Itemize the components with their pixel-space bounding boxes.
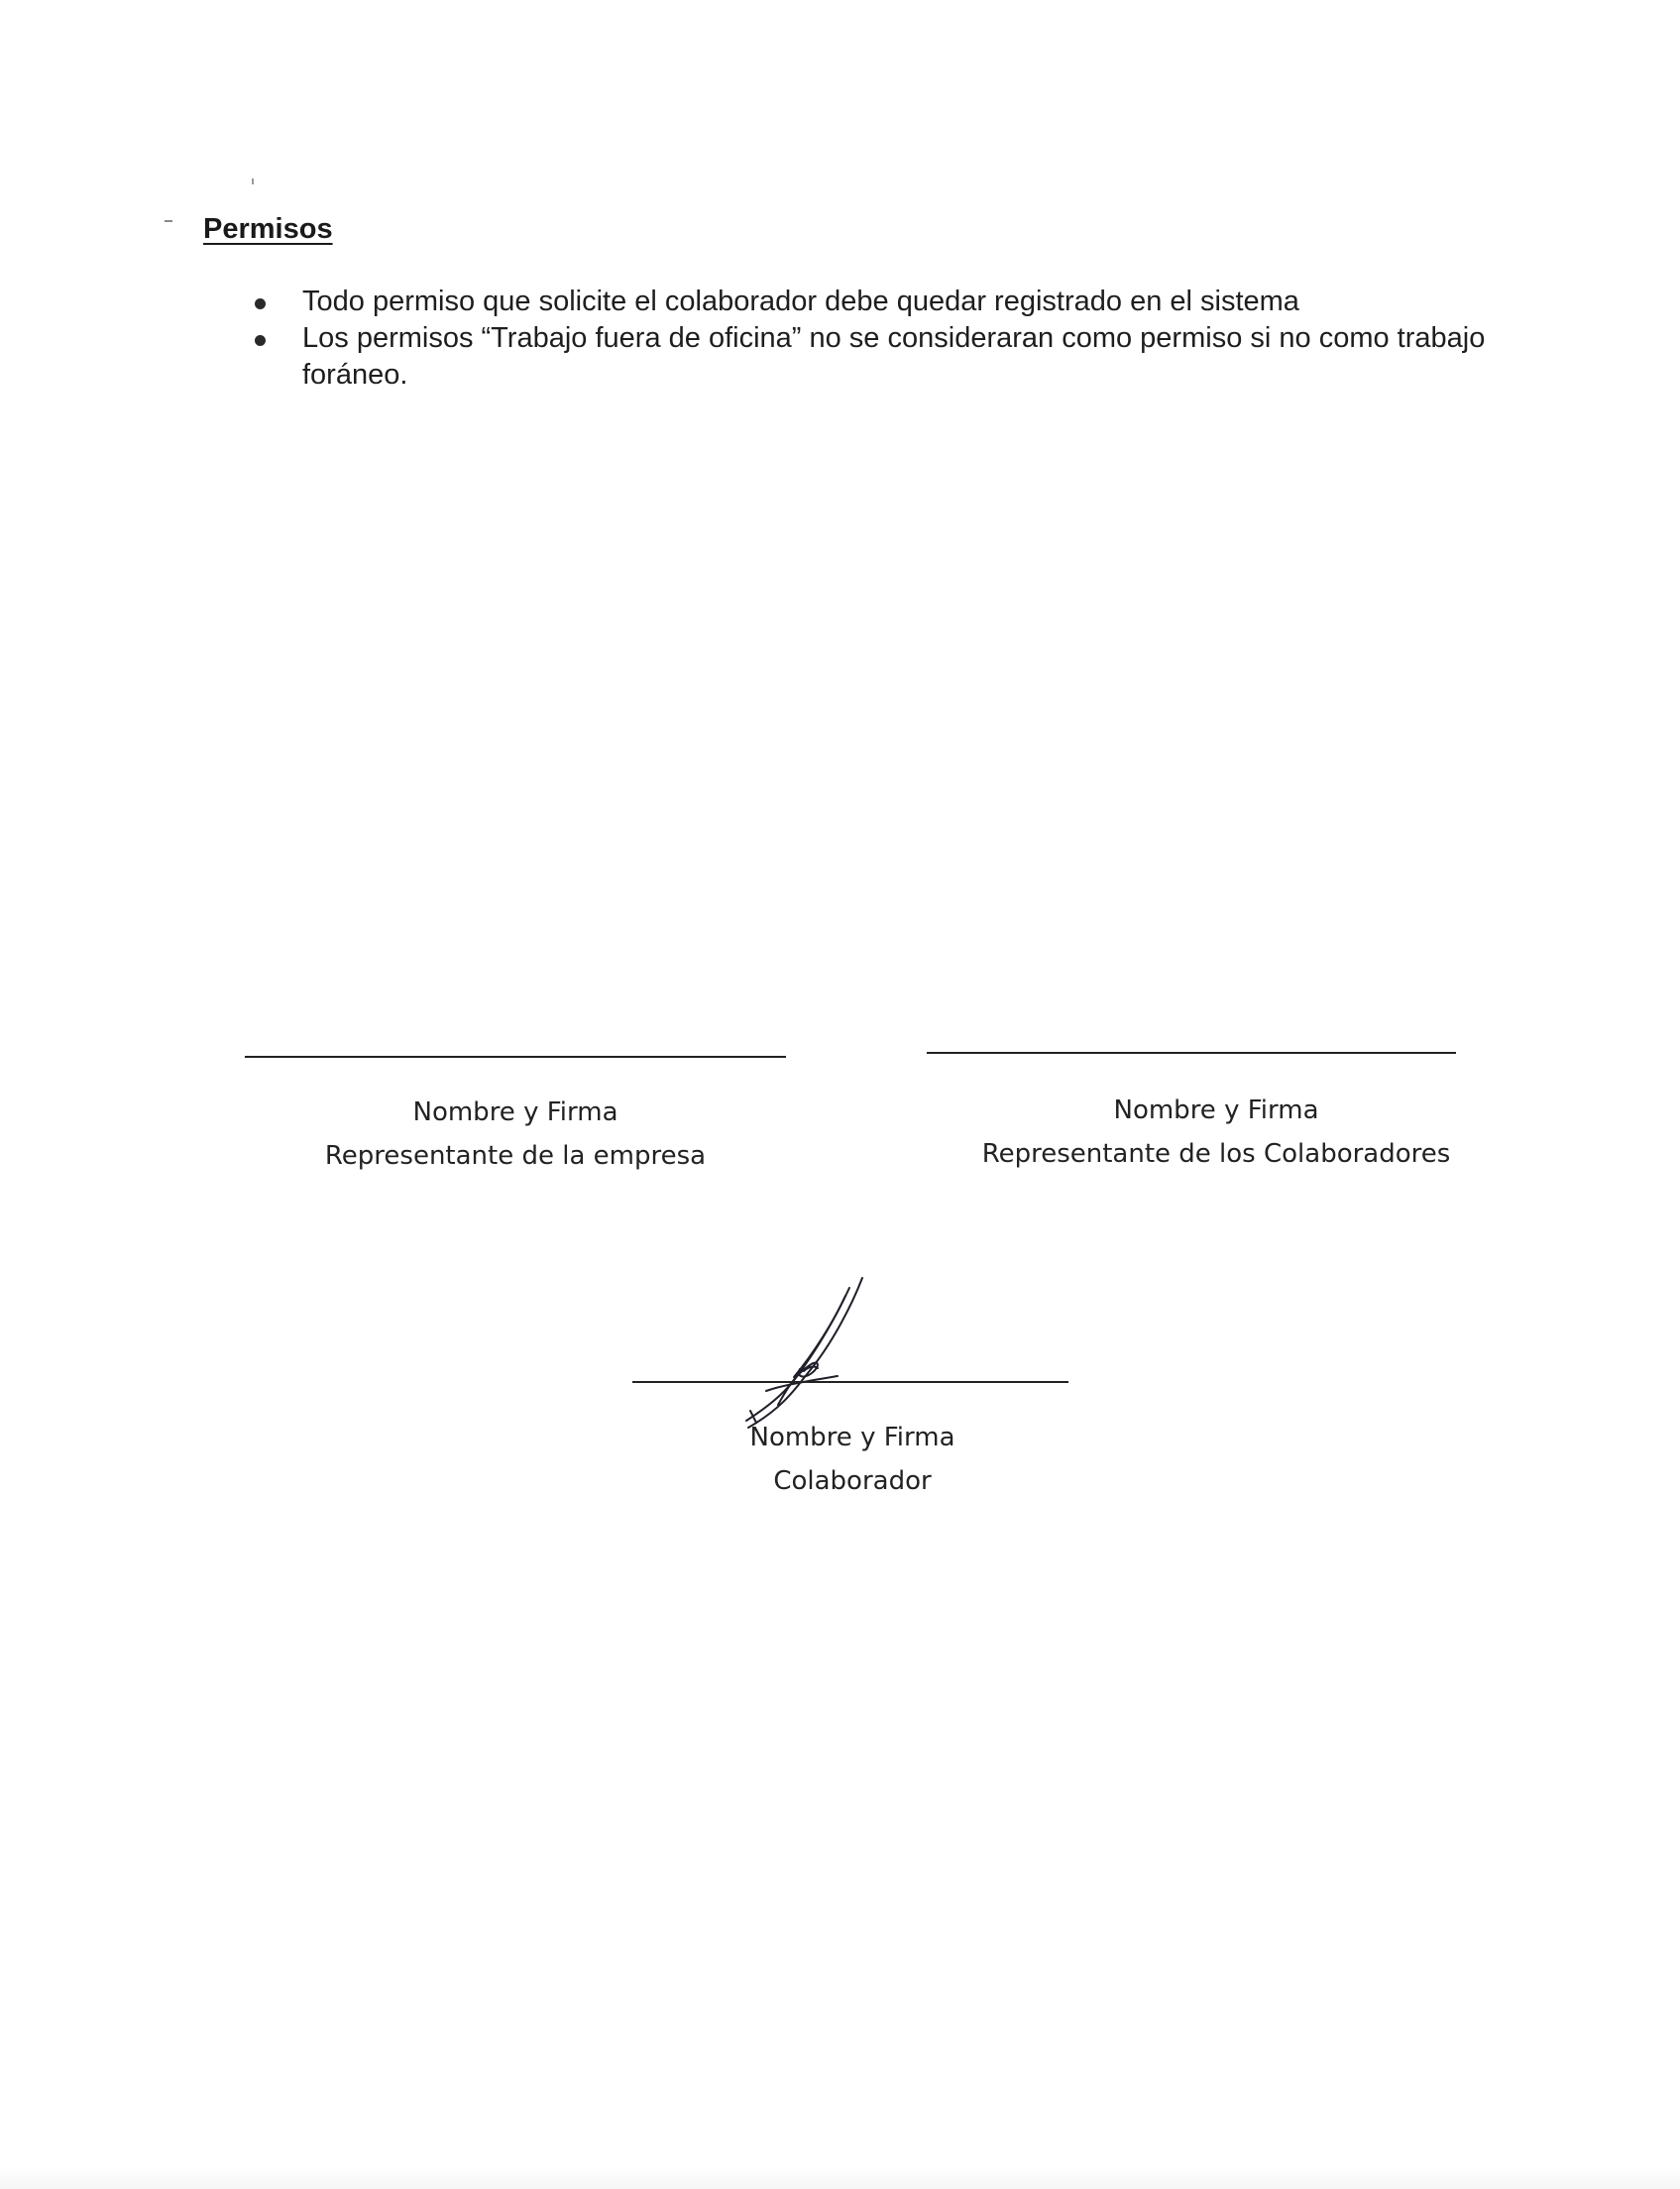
signature-caption-collaborators-rep [958, 1089, 1474, 1176]
scan-artifact-dash [165, 220, 172, 222]
list-item-text: Todo permiso que solicite el colaborador debe quedar registrado en el sistema [302, 286, 1299, 317]
bullet-list [251, 284, 1500, 394]
scan-artifact-tick [252, 178, 254, 184]
signature-role-label: Colaborador [773, 1466, 932, 1496]
handwritten-signature-icon [738, 1274, 887, 1433]
list-item [251, 320, 1500, 394]
section-title: Permisos [203, 213, 333, 245]
signature-caption-collaborator [654, 1416, 1051, 1503]
signature-role-label: Representante de la empresa [324, 1141, 707, 1171]
signature-line-collaborators-rep [927, 1052, 1456, 1054]
list-item-text: Los permisos “Trabajo fuera de oficina” no se consideraran como permiso si no como trabajo foráneo. [302, 322, 1486, 391]
signature-caption-company [297, 1091, 733, 1178]
signature-name-label: Nombre y Firma [412, 1097, 618, 1127]
signature-name-label: Nombre y Firma [1113, 1095, 1319, 1125]
scan-edge-shadow [0, 2167, 1680, 2189]
signature-line-company [245, 1056, 786, 1058]
list-item [251, 284, 1500, 320]
signature-line-collaborator [632, 1381, 1068, 1383]
signature-role-label: Representante de los Colaboradores [981, 1139, 1451, 1169]
bullet-dot-icon [255, 298, 266, 309]
signature-name-label: Nombre y Firma [749, 1423, 955, 1452]
bullet-dot-icon [255, 335, 266, 346]
